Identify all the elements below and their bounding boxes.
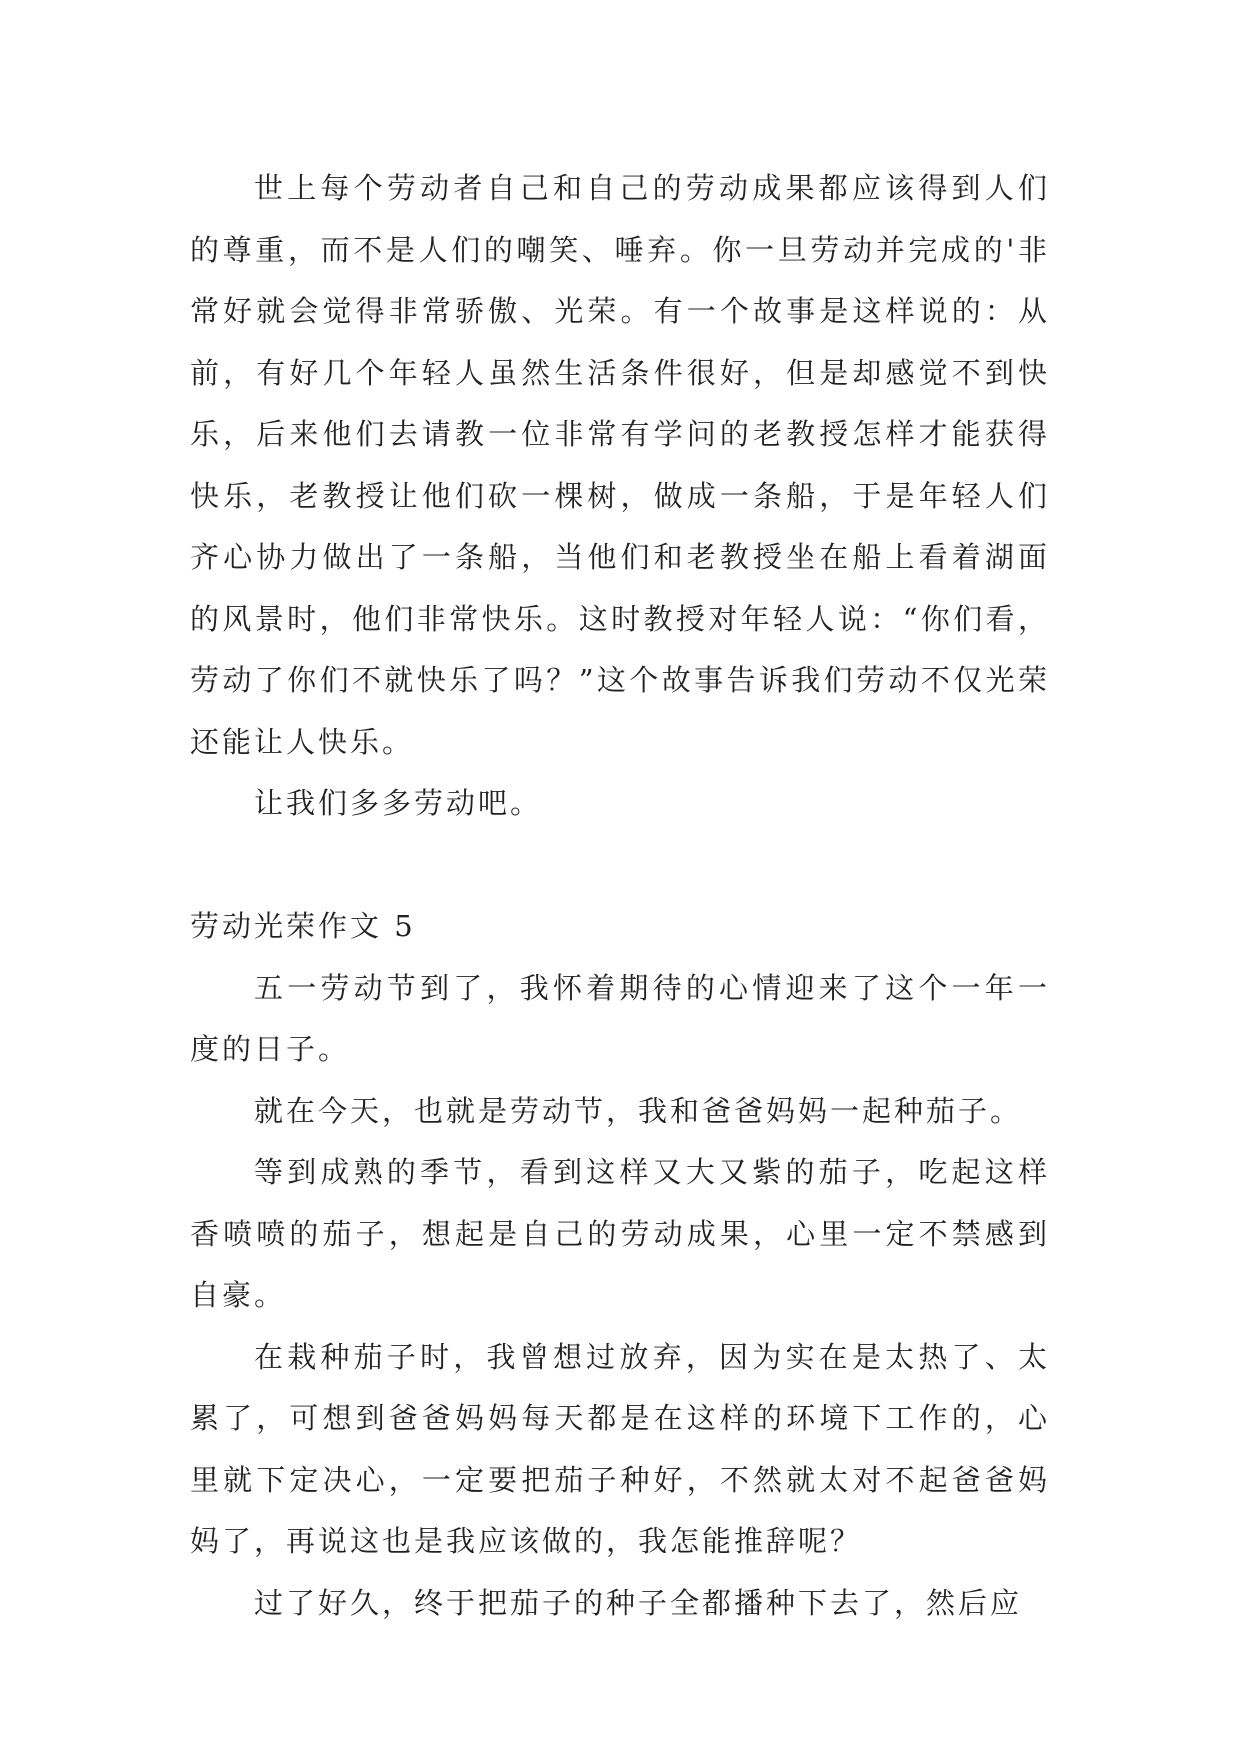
document-body [190, 158, 1050, 1634]
blank-line [190, 835, 1050, 897]
essay-heading: 劳动光荣作文 5 [190, 909, 416, 943]
paragraph-planting: 就在今天，也就是劳动节，我和爸爸妈妈一起种茄子。 [254, 1093, 1023, 1128]
paragraph-harvest: 等到成熟的季节，看到这样又大又紫的茄子，吃起这样香喷喷的茄子，想起是自己的劳动成果，心里一定不禁感到自豪。 [190, 1155, 1050, 1312]
paragraph-perseverance: 在栽种茄子时，我曾想过放弃，因为实在是太热了、太累了，可想到爸爸妈妈每天都是在这样的环境下工作的，心里就下定决心，一定要把茄子种好，不然就太对不起爸爸妈妈了，再说这也是我应该做的，我怎能推辞呢？ [190, 1339, 1050, 1558]
paragraph-may-day: 五一劳动节到了，我怀着期待的心情迎来了这个一年一度的日子。 [190, 970, 1050, 1066]
paragraph-labor-story: 世上每个劳动者自己和自己的劳动成果都应该得到人们的尊重，而不是人们的嘲笑、唾弃。你一旦劳动并完成的'非常好就会觉得非常骄傲、光荣。有一个故事是这样说的：从前，有好几个年轻人虽然生活条件很好，但是却感觉不到快乐，后来他们去请教一位非常有学问的老教授怎样才能获得快乐，老教授让他们砍一棵树，做成一条船，于是年轻人们齐心协力做出了一条船，当他们和老教授坐在船上看着湖面的风景时，他们非常快乐。这时教授对年轻人说：“你们看，劳动了你们不就快乐了吗？”这个故事告诉我们劳动不仅光荣还能让人快乐。 [190, 171, 1050, 759]
paragraph-sowing: 过了好久，终于把茄子的种子全都播种下去了，然后应 [254, 1585, 1023, 1620]
paragraph-let-us-work: 让我们多多劳动吧。 [254, 786, 543, 820]
